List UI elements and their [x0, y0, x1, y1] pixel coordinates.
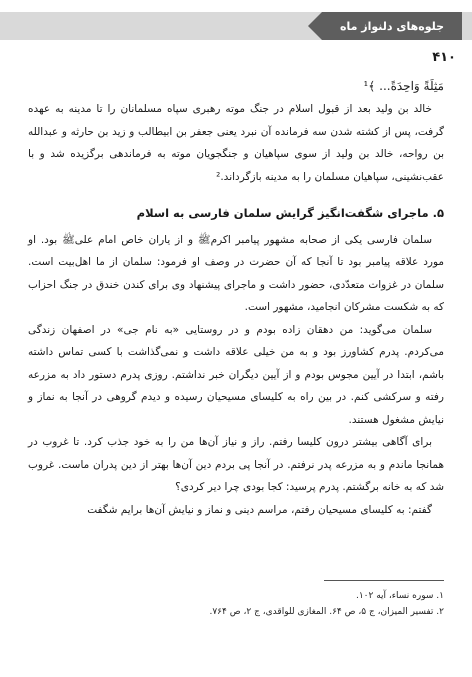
- footnote: ۲. تفسیر المیزان، ج ۵، ص ۶۴. المغازی للواقدی، ج ۲، ص ۷۶۴.: [209, 607, 444, 617]
- running-header-title: جلوه‌های دلنواز ماه: [322, 12, 462, 40]
- paragraph: سلمان فارسی یکی از صحابه مشهور پیامبر اکرمﷺ و از یاران خاص امام علیﷺ بود. او مورد علاقه پیامبر بود تا آنجا که آن حضرت در وصف او فرمود: سلمان از ما اهل‌بیت است. سلمان در غزوات متعدّدی، حضور داشت و ماجرای پیشنهاد وی برای کندن خندق در جنگ احزاب که به شکست مشرکان انجامید، مشهور است.: [28, 233, 444, 313]
- paragraph: خالد بن ولید بعد از قبول اسلام در جنگ موته رهبری سپاه مسلمانان را تا مدینه به عهده گرفت، پس از کشته شدن سه فرمانده آن نبرد یعنی جعفر بن ابیطالب و زید بن حارثه و عبدالله بن رواحه، خالد بن ولید از سوی سپاهیان و جنگجویان موته به فرماندهی برگزیده شد و با عقب‌نشینی، سپاهیان مسلمان را به مدینه بازگرداند.²: [28, 103, 444, 183]
- paragraph: سلمان می‌گوید: من دهقان زاده بودم و در روستایی «به نام جی» در اصفهان زندگی می‌کردم. پدرم کشاورز بود و به من خیلی علاقه داشت و نمی‌گذاشت با کسی تماس داشته باشم، ابتدا در آیین مجوس بودم و از آیین دیگران خبر نداشتم. روزی پدرم دستور داد به مزرعه رفته و سرکشی کنم. در بین راه به کلیسای مسیحیان رسیده و دیدم گروهی در آنجا به نماز و نیایش مشغول هستند.: [28, 323, 444, 426]
- paragraph: برای آگاهی بیشتر درون کلیسا رفتم. راز و نیاز آن‌ها من را به خود جذب کرد. تا غروب در همانجا ماندم و به مزرعه پدر نرفتم. در آنجا پی بردم دین آن‌ها بهتر از دین پدران ماست. غروب شد که به خانه برگشتم. پدرم پرسید: کجا بودی چرا دیر کردی؟: [28, 436, 444, 493]
- main-text: [28, 74, 444, 521]
- section-heading: ۵. ماجرای شگفت‌انگیز گرایش سلمان فارسی به اسلام: [136, 206, 444, 220]
- quran-verse: مَثِلَةً وَاحِدَةً... ﴾¹: [363, 79, 444, 93]
- footnotes: [28, 588, 444, 620]
- footnote-divider: [324, 580, 444, 581]
- paragraph: گفتم: به کلیسای مسیحیان رفتم، مراسم دینی و نماز و نیایش آن‌ها برایم شگفت: [87, 503, 432, 516]
- page-number: ۴۱۰: [432, 50, 456, 65]
- footnote: ۱. سوره نساء، آیه ۱۰۲.: [355, 591, 444, 601]
